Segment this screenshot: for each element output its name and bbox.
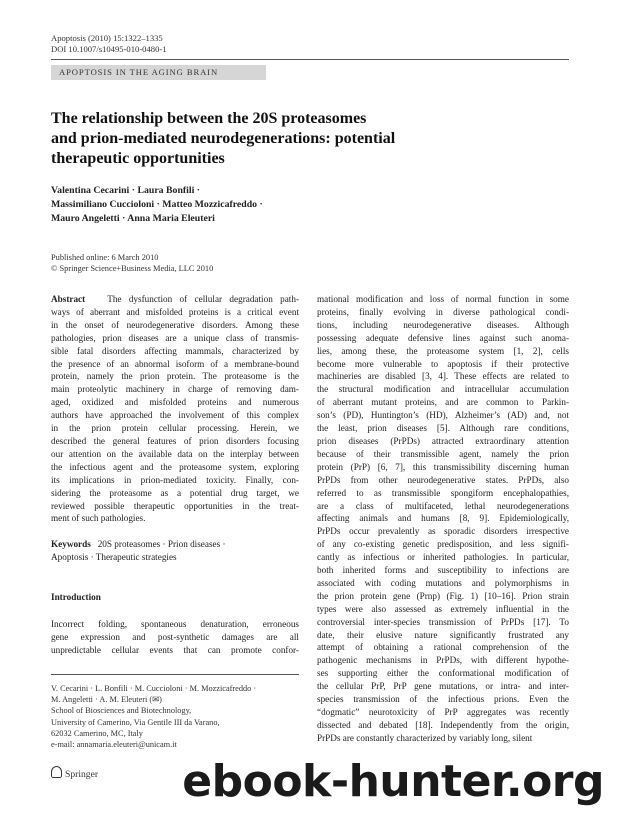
- body-line: date, their elusive nature significantly frustrated any: [317, 629, 569, 640]
- abstract-line: sible fatal disorders affecting mammals, characterized by: [51, 345, 299, 356]
- keywords-line: Keywords 20S proteasomes · Prion diseases ·: [51, 539, 226, 549]
- title-line: The relationship between the 20S proteasomes: [51, 110, 367, 127]
- abstract-line: sidering the proteasome as a potential drug target, we: [51, 487, 299, 498]
- body-line: mational modification and loss of normal function in some: [317, 294, 569, 304]
- body-column-right: [317, 293, 569, 745]
- body-line: the least, prion diseases [5]. Although rare conditions,: [317, 423, 569, 434]
- body-line: “dogmatic” neurotoxicity of PrP aggregates was recently: [317, 707, 569, 717]
- body-line: son’s (PD), Huntington’s (HD), Alzheimer’s (AD) and, not: [317, 410, 569, 421]
- affiliation-university: University of Camerino, Via Gentile III da Varano,: [51, 717, 220, 727]
- title-line: therapeutic opportunities: [51, 150, 225, 167]
- affiliation-city: 62032 Camerino, MC, Italy: [51, 728, 143, 738]
- body-line: associated with coding mutations and polymorphisms in: [317, 577, 569, 588]
- body-line: machineries are disabled [3, 4]. These effects are related to: [317, 371, 569, 382]
- keywords: [51, 538, 299, 564]
- published-date: Published online: 6 March 2010: [51, 253, 159, 262]
- body-line: attempt of obtaining a rational comprehension of the: [317, 642, 569, 653]
- section-label: APOPTOSIS IN THE AGING BRAIN: [59, 67, 219, 77]
- body-line: types were also assessed as extremely influential in the: [317, 603, 569, 614]
- section-band: [51, 65, 266, 80]
- body-line: lies, among these, the proteasome system [1, 2], cells: [317, 345, 569, 356]
- abstract-line: described the general features of prion disorders focusing: [51, 435, 299, 446]
- body-line: PrPDs from other neurodegenerative states. PrPDs, also: [317, 474, 569, 485]
- abstract-line: ways of aberrant and misfolded proteins is a critical event: [51, 306, 299, 317]
- body-line: prion diseases (PrPDs) attracted extraordinary attention: [317, 435, 569, 446]
- intro-line: unpredictable cellular events that can promote confor-: [51, 644, 299, 655]
- affiliation: [51, 683, 256, 750]
- header-rule: [51, 59, 569, 60]
- body-line: PrPDs occur prevalently as sporadic disorders irrespective: [317, 526, 569, 537]
- body-line: both inherited forms and susceptibility to infections are: [317, 565, 569, 576]
- introduction-text: [51, 618, 299, 657]
- abstract-line: in the prion protein cellular processing. Herein, we: [51, 423, 299, 434]
- abstract-line: main proteolytic machinery in charge of removing dam-: [51, 384, 299, 395]
- body-line: PrPDs are constantly characterized by variably long, silent: [317, 732, 533, 743]
- body-line: protein (PrP) [6, 7], this transmissibility discerning human: [317, 461, 569, 472]
- body-line: the structural modification and intracellular accumulation: [317, 384, 569, 395]
- abstract-line: authors have approached the involvement of this complex: [51, 410, 299, 421]
- body-line: ses supporting either the conformational modification of: [317, 668, 569, 679]
- abstract-line: its implications in prion-mediated toxicity. Finally, con-: [51, 474, 299, 485]
- body-line: cantly as infectious or inherited pathologies. In particular,: [317, 552, 569, 563]
- abstract: [51, 293, 299, 525]
- body-line: the cellular PrP, PrP gene mutations, or intra- and inter-: [317, 681, 569, 692]
- body-line: possessing adequate defensive lines against such anoma-: [317, 332, 569, 343]
- author-list: [51, 184, 263, 226]
- intro-line: gene expression and post-synthetic damages are all: [51, 631, 299, 642]
- body-line: controversial inter-species transmission of PrPDs [17]. To: [317, 616, 569, 627]
- body-line: are a class of multifaceted, lethal neurodegenerations: [317, 500, 569, 511]
- body-line: referred to as transmissible spongiform encephalopathies,: [317, 487, 569, 498]
- publisher-logo: [51, 766, 98, 780]
- author-line: Mauro Angeletti · Anna Maria Eleuteri: [51, 213, 215, 224]
- footnote-rule: [51, 674, 299, 675]
- abstract-line: our attention on the available data on the interplay between: [51, 448, 299, 459]
- abstract-line: pathologies, prion diseases are a unique class of transmis-: [51, 332, 299, 343]
- introduction-heading: Introduction: [51, 592, 101, 602]
- publisher-name: Springer: [65, 769, 99, 780]
- body-line: dissected and debated [18]. Independently from the origin,: [317, 719, 569, 730]
- affiliation-email[interactable]: e-mail: annamaria.eleuteri@unicam.it: [51, 740, 177, 750]
- body-line: affecting animals and humans [8, 9]. Epidemiologically,: [317, 513, 569, 524]
- body-line: of any co-existing genetic predisposition, and less signifi-: [317, 539, 569, 550]
- abstract-line: the infectious agent and the proteasome system, exploring: [51, 461, 299, 472]
- body-line: proteins, finally evolving in diverse pathological condi-: [317, 306, 569, 317]
- watermark: ebook-hunter.org: [182, 756, 604, 807]
- abstract-line: ment of such pathologies.: [51, 513, 146, 524]
- journal-meta: [51, 33, 167, 55]
- abstract-line: reviewed possible therapeutic opportunities in the treat-: [51, 500, 299, 511]
- keywords-line: Apoptosis · Therapeutic strategies: [51, 551, 177, 562]
- affiliation-authors: V. Cecarini · L. Bonfili · M. Cuccioloni · M. Mozzicafreddo ·: [51, 684, 257, 693]
- body-line: of aberrant mutant proteins, and are common to Parkin-: [317, 397, 569, 408]
- copyright-notice: © Springer Science+Business Media, LLC 2010: [51, 264, 214, 273]
- abstract-line: Abstract The dysfunction of cellular degradation path-: [51, 294, 300, 304]
- author-line: Valentina Cecarini · Laura Bonfili ·: [51, 185, 201, 196]
- author-line: Massimiliano Cuccioloni · Matteo Mozzicafreddo ·: [51, 199, 263, 210]
- article-title: [51, 109, 511, 169]
- body-line: because of their transmissible agent, namely the prion: [317, 448, 569, 459]
- abstract-line: in the onset of neurodegenerative disorders. Among these: [51, 319, 299, 330]
- abstract-line: aged, oxidized and misfolded proteins and numerous: [51, 397, 299, 408]
- body-line: the prion protein gene (Prnp) (Fig. 1) [10–16]. Prion strain: [317, 590, 569, 601]
- abstract-line: protein, namely the prion protein. The proteasome is the: [51, 371, 299, 382]
- body-line: tions, including neurodegenerative diseases. Although: [317, 319, 569, 330]
- abstract-heading: Abstract: [51, 294, 86, 304]
- intro-line: Incorrect folding, spontaneous denaturation, erroneous: [51, 619, 299, 629]
- doi: DOI 10.1007/s10495-010-0480-1: [51, 44, 167, 54]
- affiliation-school: School of Biosciences and Biotechnology,: [51, 706, 192, 716]
- springer-horse-icon: [51, 766, 62, 778]
- keywords-heading: Keywords: [51, 539, 91, 549]
- body-line: become more vulnerable to apoptosis if their protective: [317, 358, 569, 369]
- introduction-heading-block: [51, 591, 299, 604]
- title-line: and prion-mediated neurodegenerations: potential: [51, 130, 396, 147]
- body-line: species transmission of the infectious prions. Even the: [317, 694, 569, 705]
- journal-citation: Apoptosis (2010) 15:1322–1335: [51, 33, 163, 43]
- body-line: pathogenic mechanisms in PrPDs, with different hypothe-: [317, 655, 569, 666]
- abstract-line: the presence of an abnormal isoform of a membrane-bound: [51, 358, 299, 369]
- affiliation-authors: M. Angeletti · A. M. Eleuteri (✉): [51, 695, 162, 705]
- publication-info: [51, 252, 213, 274]
